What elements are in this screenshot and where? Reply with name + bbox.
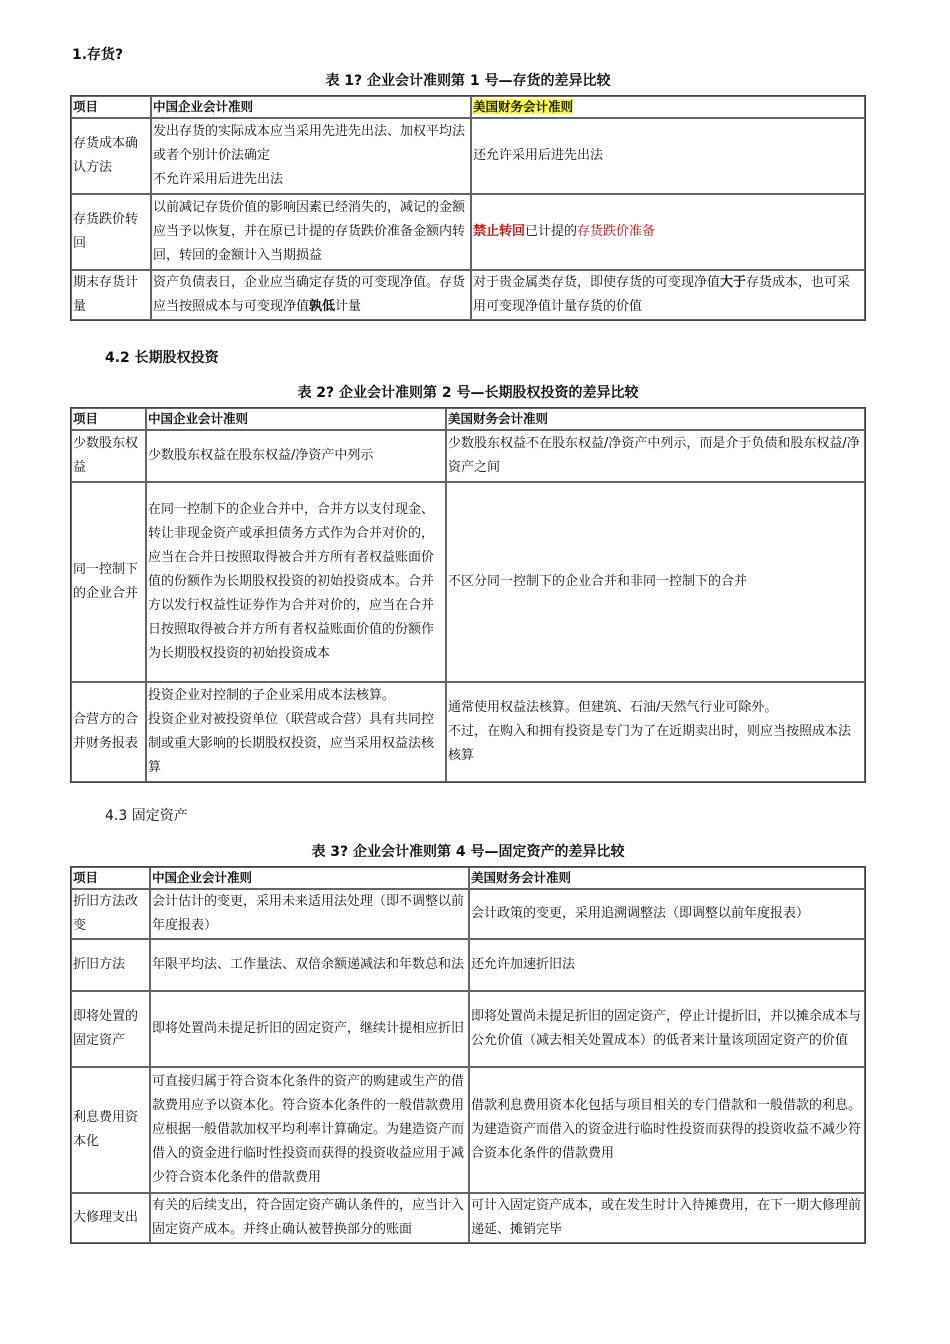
table-row — [71, 991, 865, 1067]
us-line: 通常使用权益法核算。但建筑、石油/天然气行业可除外。 — [448, 700, 778, 715]
cn-line: 投资企业对被投资单位（联营或合营）具有共同控制或重大影响的长期股权投资，应当采用权益法核算 — [148, 712, 435, 775]
cn-line: 投资企业对控制的子企业采用成本法核算。 — [148, 688, 396, 703]
inventory-comparison-table — [70, 95, 866, 321]
row-cn: 以前减记存货价值的影响因素已经消失的，减记的金额应当予以恢复，并在原已计提的存货跌价准备金额内转回，转回的金额计入当期损益 — [151, 194, 471, 270]
row-cn: 在同一控制下的企业合并中，合并方以支付现金、转让非现金资产或承担债务方式作为合并对价的，应当在合并日按照取得被合并方所有者权益账面价值的份额作为长期股权投资的初始投资成本。合并方以发行权益性证券作为合并对价的，应当在合并日按照取得被合并方所有者权益账面价值的份额作为长期股权投资的初始投资成本 — [146, 482, 446, 682]
table-row — [71, 194, 865, 270]
row-cn: 年限平均法、工作量法、双倍余额递减法和年数总和法 — [150, 939, 469, 991]
table-header-row — [71, 96, 865, 118]
row-cn: 可直接归属于符合资本化条件的资产的购建或生产的借款费用应予以资本化。符合资本化条件的一般借款费用应根据一般借款加权平均利率计算确定。为建造资产而借入的资金进行临时性投资而获得的投资收益应用于减少符合资本化条件的借款费用 — [150, 1067, 469, 1193]
table-row — [71, 270, 865, 320]
cn-line: 发出存货的实际成本应当采用先进先出法、加权平均法或者个别计价法确定 — [153, 124, 466, 163]
row-cn: 少数股东权益在股东权益/净资产中列示 — [146, 430, 446, 482]
row-us — [446, 682, 865, 782]
table-header-row — [71, 408, 865, 430]
bold-text: 大于 — [720, 275, 747, 290]
row-us: 可计入固定资产成本，或在发生时计入待摊费用，在下一期大修理前递延、摊销完毕 — [469, 1193, 865, 1243]
row-us: 还允许采用后进先出法 — [471, 118, 865, 194]
row-item: 合营方的合并财务报表 — [71, 682, 146, 782]
equity-investment-comparison-table — [70, 407, 866, 783]
row-us — [471, 194, 865, 270]
row-item: 折旧方法改变 — [71, 889, 150, 939]
row-cn — [151, 118, 471, 194]
table-row — [71, 682, 865, 782]
row-us: 借款利息费用资本化包括与项目相关的专门借款和一般借款的利息。为建造资产而借入的资金进行临时性投资而获得的投资收益不减少符合资本化条件的借款费用 — [469, 1067, 865, 1193]
table-row — [71, 1193, 865, 1243]
row-item: 利息费用资本化 — [71, 1067, 150, 1193]
row-item: 即将处置的固定资产 — [71, 991, 150, 1067]
table-row — [71, 430, 865, 482]
header-cn: 中国企业会计准则 — [151, 96, 471, 118]
fixed-assets-comparison-table — [70, 866, 866, 1244]
section-heading-equity-investment: 4.2 长期股权投资 — [105, 350, 219, 366]
header-item: 项目 — [71, 867, 150, 889]
row-item: 大修理支出 — [71, 1193, 150, 1243]
header-us: 美国财务会计准则 — [446, 408, 865, 430]
table-row — [71, 939, 865, 991]
row-cn — [146, 682, 446, 782]
header-us — [471, 96, 865, 118]
plain-text: 计量 — [335, 299, 362, 314]
us-line: 不过，在购入和拥有投资是专门为了在近期卖出时，则应当按照成本法核算 — [448, 724, 852, 763]
table-caption-1: 表 1? 企业会计准则第 1 号—存货的差异比较 — [325, 73, 611, 89]
section-heading-inventory: 1.存货? — [72, 47, 124, 63]
row-item: 折旧方法 — [71, 939, 150, 991]
plain-text: 资产负债表日，企业应当确定存货的可变现净值。存货应当按照成本与可变现净值 — [153, 275, 466, 314]
table-caption-3: 表 3? 企业会计准则第 4 号—固定资产的差异比较 — [311, 844, 625, 860]
table-row — [71, 482, 865, 682]
red-text: 存货跌价准备 — [577, 224, 656, 239]
table-row — [71, 118, 865, 194]
table-header-row — [71, 867, 865, 889]
header-us: 美国财务会计准则 — [469, 867, 865, 889]
row-cn: 有关的后续支出，符合固定资产确认条件的，应当计入固定资产成本。并终止确认被替换部分的账面 — [150, 1193, 469, 1243]
highlighted-header-us: 美国财务会计准则 — [473, 99, 574, 114]
header-cn: 中国企业会计准则 — [146, 408, 446, 430]
row-us: 不区分同一控制下的企业合并和非同一控制下的合并 — [446, 482, 865, 682]
header-cn: 中国企业会计准则 — [150, 867, 469, 889]
row-us: 还允许加速折旧法 — [469, 939, 865, 991]
table-caption-2: 表 2? 企业会计准则第 2 号—长期股权投资的差异比较 — [297, 385, 639, 401]
row-us — [471, 270, 865, 320]
row-us: 会计政策的变更，采用追溯调整法（即调整以前年度报表） — [469, 889, 865, 939]
row-item: 少数股东权益 — [71, 430, 146, 482]
table-row — [71, 1067, 865, 1193]
table-row — [71, 889, 865, 939]
row-us: 少数股东权益不在股东权益/净资产中列示，而是介于负债和股东权益/净资产之间 — [446, 430, 865, 482]
row-item: 存货跌价转回 — [71, 194, 151, 270]
row-cn — [151, 270, 471, 320]
plain-text: 已计提的 — [525, 224, 578, 239]
row-item: 同一控制下的企业合并 — [71, 482, 146, 682]
header-item: 项目 — [71, 408, 146, 430]
plain-text: 对于贵金属类存货，即使存货的可变现净值 — [473, 275, 721, 290]
row-us: 即将处置尚未提足折旧的固定资产，停止计提折旧，并以摊余成本与公允价值（减去相关处置成本）的低者来计量该项固定资产的价值 — [469, 991, 865, 1067]
row-cn: 即将处置尚未提足折旧的固定资产，继续计提相应折旧 — [150, 991, 469, 1067]
cn-line: 不允许采用后进先出法 — [153, 172, 284, 187]
bold-text: 孰低 — [309, 299, 336, 314]
section-heading-fixed-assets: 4.3 固定资产 — [105, 808, 188, 824]
row-cn: 会计估计的变更，采用未来适用法处理（即不调整以前年度报表） — [150, 889, 469, 939]
header-item: 项目 — [71, 96, 151, 118]
plain-text: 存货成本，也可采用可变现净值计量存货的价值 — [473, 275, 851, 314]
row-item: 期末存货计量 — [71, 270, 151, 320]
row-item: 存货成本确认方法 — [71, 118, 151, 194]
red-bold-text: 禁止转回 — [473, 224, 526, 239]
